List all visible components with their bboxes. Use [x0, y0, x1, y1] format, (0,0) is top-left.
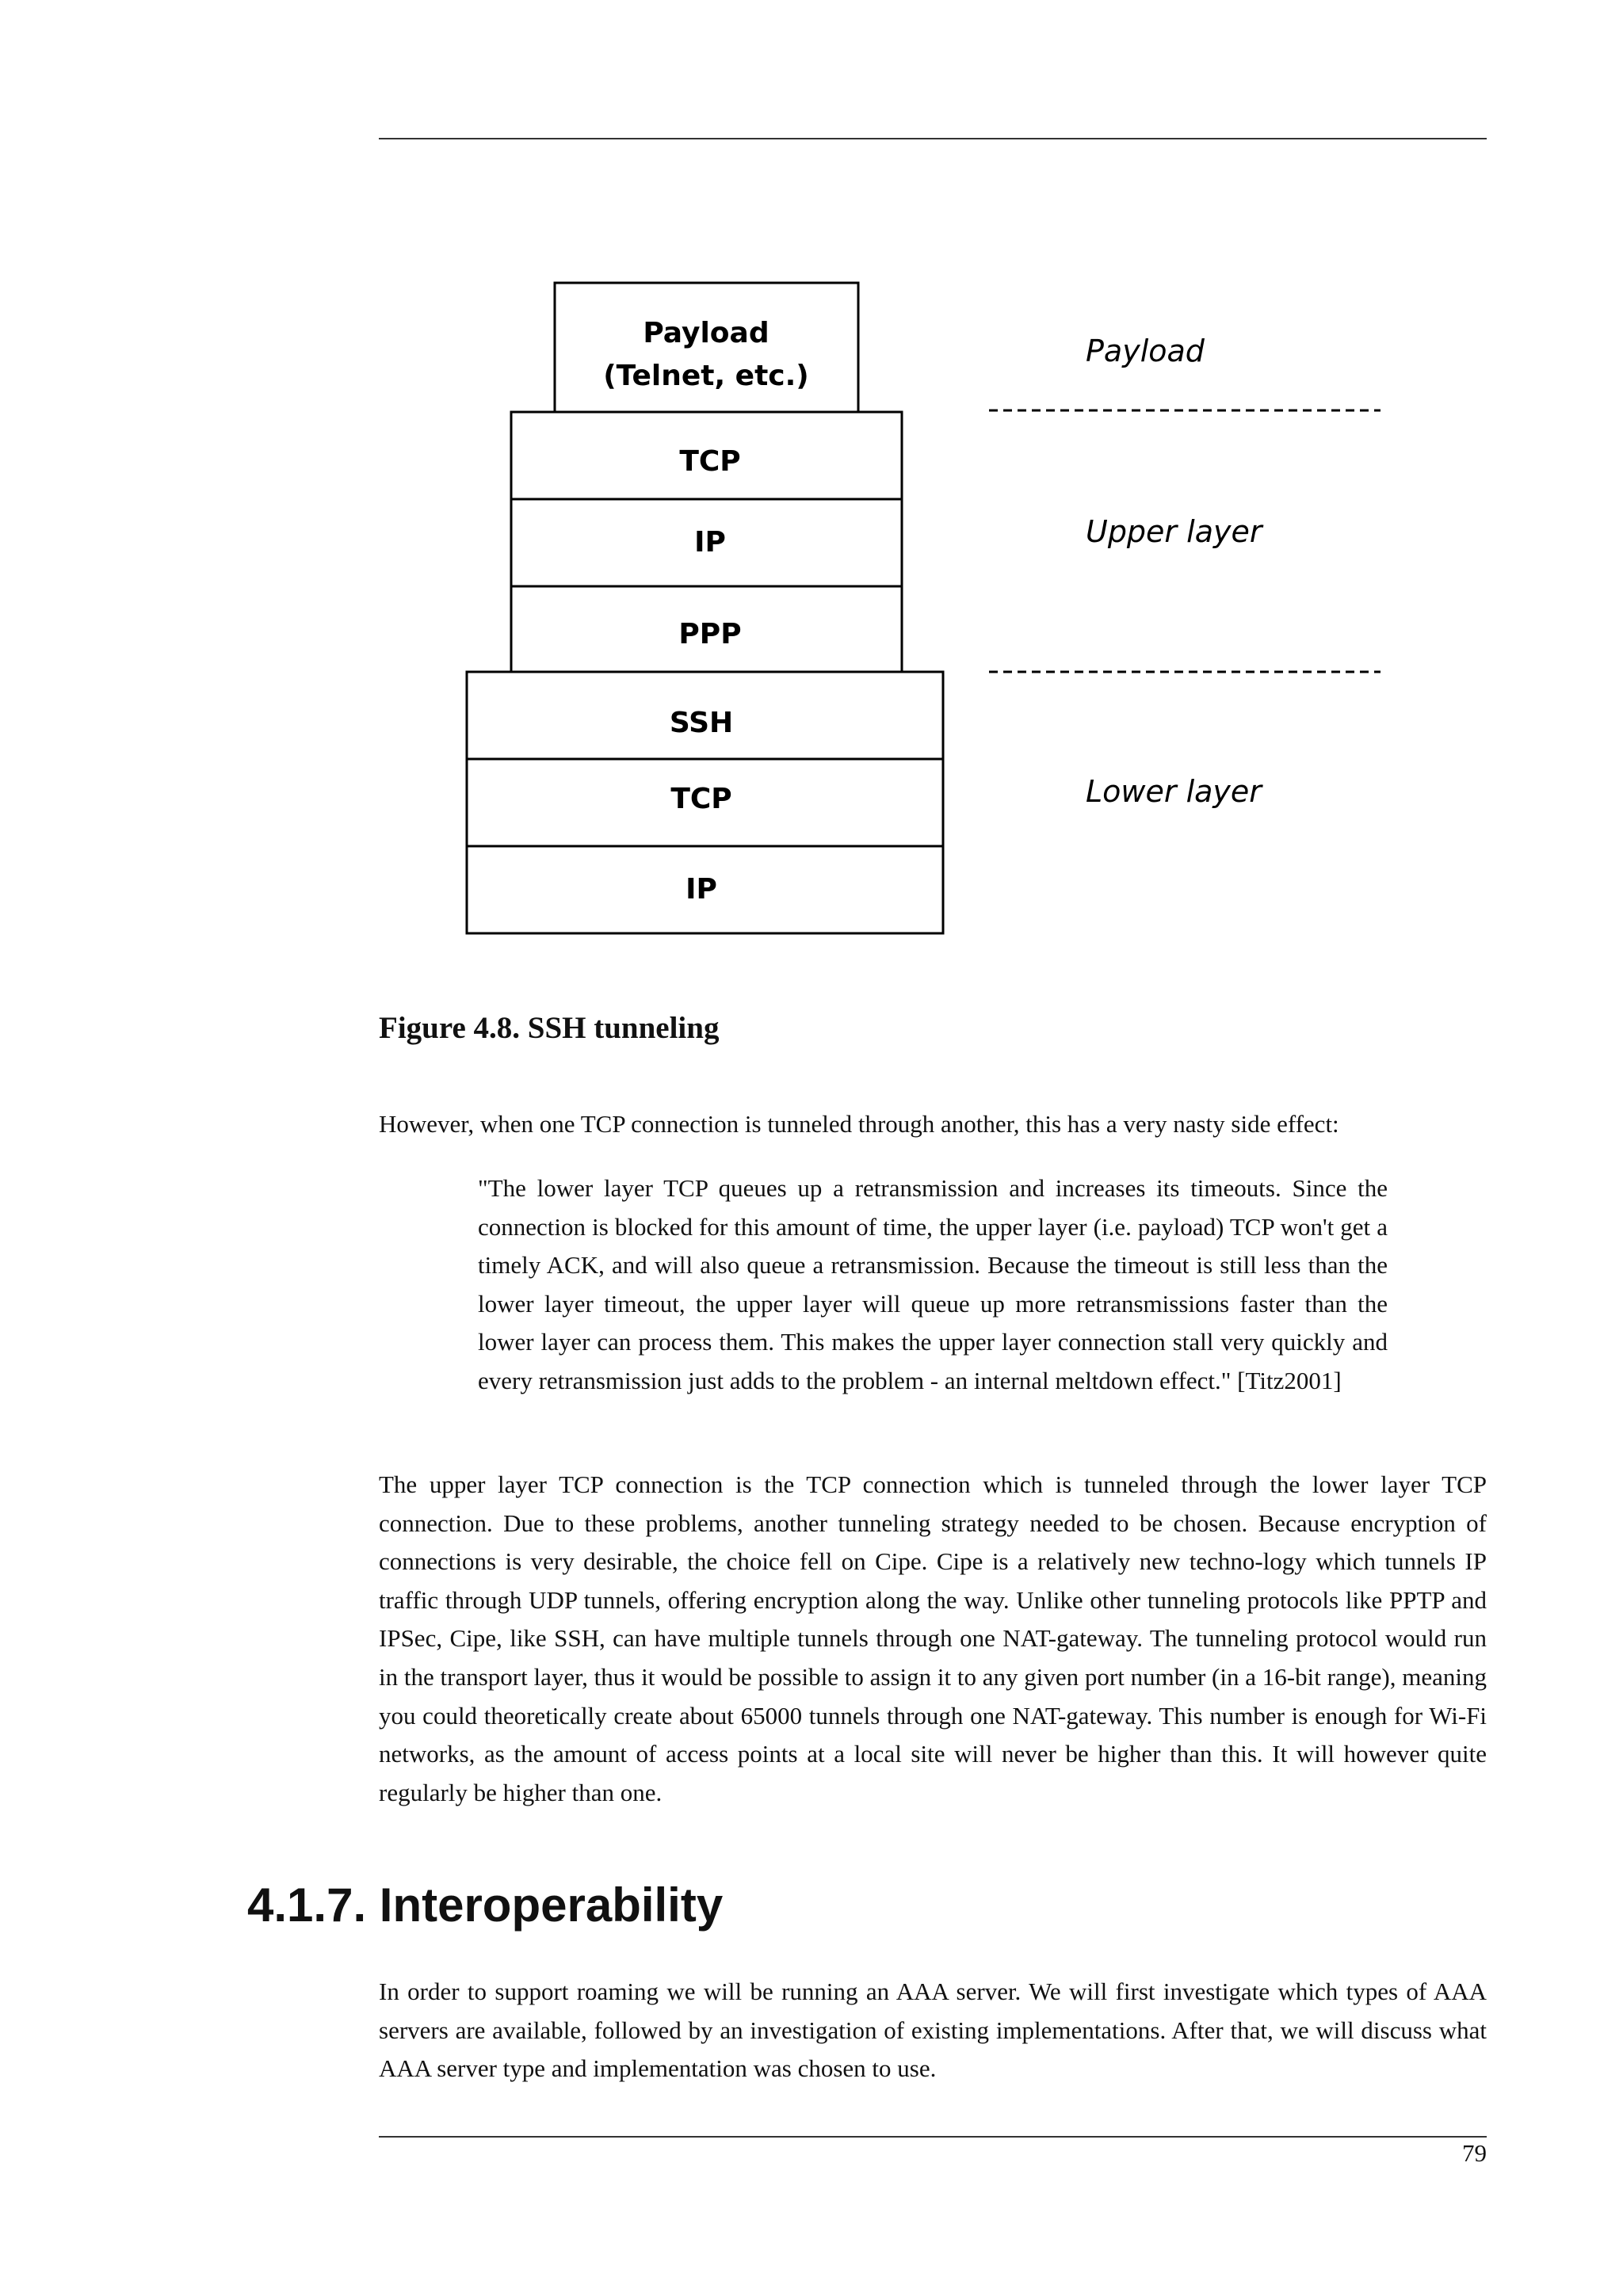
tcp-lower-label: TCP [670, 783, 732, 815]
payload-box-label-line1: Payload [643, 317, 769, 349]
section-heading: 4.1.7. Interoperability [247, 1878, 724, 1932]
ssh-tunneling-diagram [0, 0, 1623, 967]
body-paragraph-2: The upper layer TCP connection is the TCP connection which is tunneled through the lower layer TCP connection. Due to these problems, another tunneling strategy needed to be chosen. Because encryption of connections is very desirable, the choice fell on Cipe. Cipe is a relatively new techno-logy which tunnels IP traffic through UDP tunnels, offering encryption along the way. Unlike other tunneling protocols like PPTP and IPSec, Cipe, like SSH, can have multiple tunnels through one NAT-gateway. The tunneling protocol would run in the transport layer, thus it would be possible to assign it to any given port number (in a 16-bit range), meaning you could theoretically create about 65000 tunnels through one NAT-gateway. This number is enough for Wi-Fi networks, as the amount of access points at a local site will never be higher than this. It will however quite regularly be higher than one. [379, 1470, 1487, 1806]
body-paragraph-3: In order to support roaming we will be running an AAA server. We will first investigate which types of AAA servers are available, followed by an investigation of existing implementations. After that, we will discuss what AAA server type and implementation was chosen to use. [379, 1978, 1487, 2083]
payload-box-label-line2: (Telnet, etc.) [603, 360, 809, 392]
footer-rule [379, 2136, 1487, 2138]
upper-layer-label: Upper layer [1086, 514, 1262, 549]
ssh-label: SSH [669, 707, 734, 739]
payload-layer-label: Payload [1086, 334, 1205, 368]
block-quote: "The lower layer TCP queues up a retransmission and increases its timeouts. Since the connection is blocked for this amount of time, the upper layer (i.e. payload) TCP won't get a timely ACK, and will also queue a retransmission. Because the timeout is still less than the lower layer timeout, the upper layer will queue up more retransmissions faster than the lower layer can process them. This makes the upper layer connection stall very quickly and every retransmission just adds to the problem - an internal meltdown effect." [Titz2001] [478, 1174, 1388, 1394]
ppp-label: PPP [678, 618, 742, 650]
tcp-upper-label: TCP [679, 445, 741, 478]
figure-caption: Figure 4.8. SSH tunneling [379, 1011, 720, 1045]
lower-layer-label: Lower layer [1086, 774, 1262, 809]
body-paragraph-1: However, when one TCP connection is tunneled through another, this has a very nasty side effect: [379, 1110, 1339, 1138]
page-number: 79 [1462, 2139, 1487, 2167]
ip-upper-label: IP [694, 526, 726, 559]
ip-lower-label: IP [685, 873, 717, 906]
